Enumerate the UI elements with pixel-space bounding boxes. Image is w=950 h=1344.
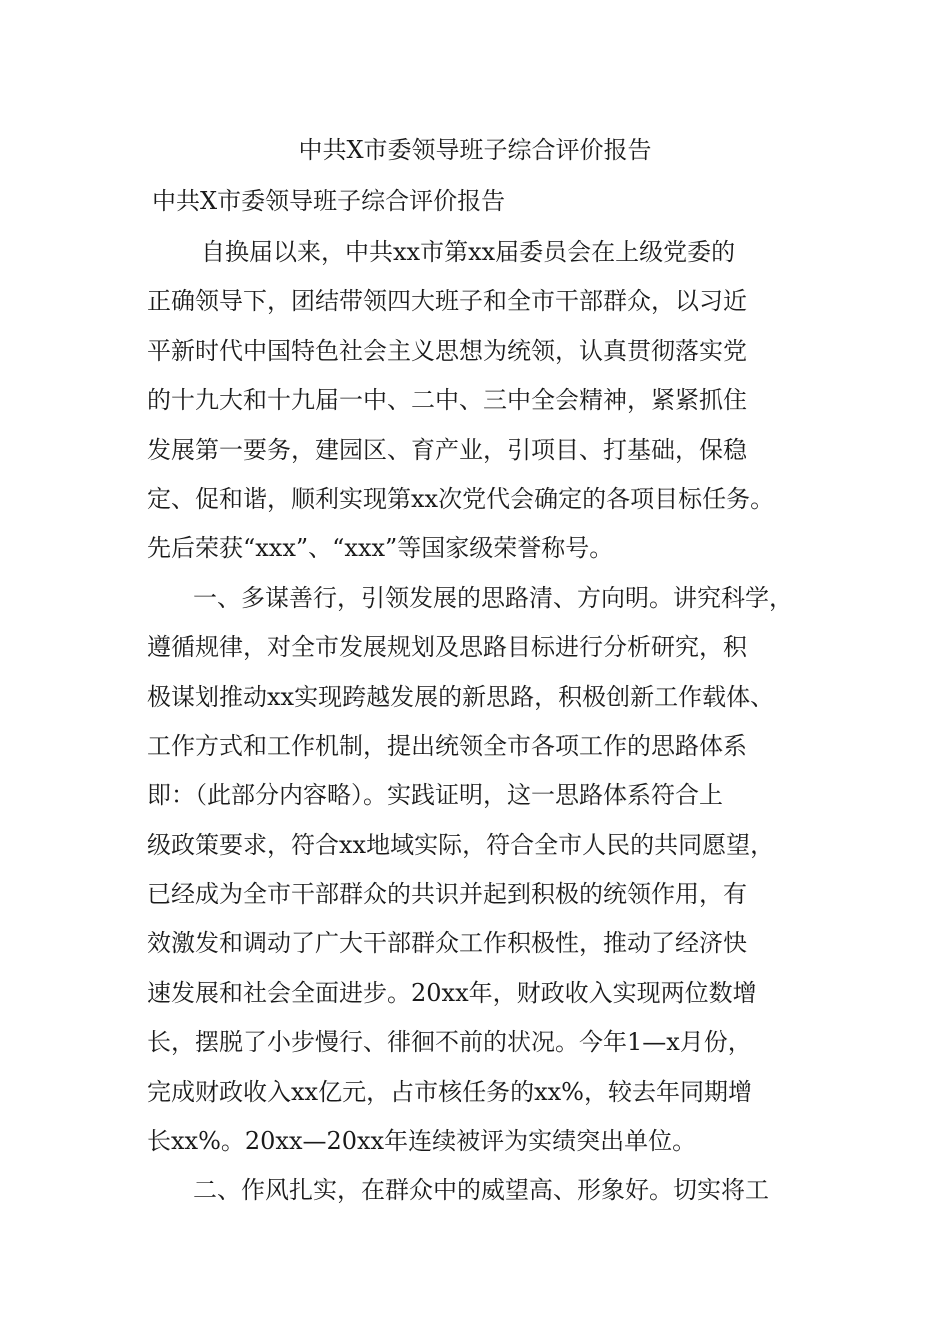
paragraph-line: 速发展和社会全面进步。20xx年，财政收入实现两位数增 bbox=[147, 978, 757, 1007]
paragraph-line: 的十九大和十九届一中、二中、三中全会精神，紧紧抓住 bbox=[147, 386, 747, 415]
paragraph-line: 工作方式和工作机制，提出统领全市各项工作的思路体系 bbox=[147, 731, 747, 760]
paragraph-line: 即：（此部分内容略）。实践证明，这一思路体系符合上 bbox=[147, 781, 723, 810]
paragraph-line: 已经成为全市干部群众的共识并起到积极的统领作用，有 bbox=[147, 880, 747, 909]
paragraph-line: 发展第一要务，建园区、育产业，引项目、打基础，保稳 bbox=[147, 435, 747, 464]
paragraph-line: 平新时代中国特色社会主义思想为统领，认真贯彻落实党 bbox=[147, 336, 747, 365]
paragraph-line: 完成财政收入xx亿元，占市核任务的xx%，较去年同期增 bbox=[147, 1077, 752, 1106]
paragraph-line: 长，摆脱了小步慢行、徘徊不前的状况。今年1—x月份， bbox=[147, 1028, 752, 1057]
paragraph-line: 正确领导下，团结带领四大班子和全市干部群众，以习近 bbox=[147, 287, 747, 316]
paragraph-line: 二、作风扎实，在群众中的威望高、形象好。切实将工 bbox=[193, 1176, 769, 1205]
paragraph-line: 先后荣获“xxx”、“xxx”等国家级荣誉称号。 bbox=[147, 534, 614, 563]
paragraph-line: 遵循规律，对全市发展规划及思路目标进行分析研究，积 bbox=[147, 633, 747, 662]
document-body bbox=[147, 228, 827, 1216]
document-title: 中共X市委领导班子综合评价报告 bbox=[298, 136, 652, 164]
paragraph-line: 极谋划推动xx实现跨越发展的新思路，积极创新工作载体、 bbox=[147, 682, 775, 711]
paragraph-line: 效激发和调动了广大干部群众工作积极性，推动了经济快 bbox=[147, 929, 747, 958]
paragraph-line: 一、多谋善行，引领发展的思路清、方向明。讲究科学， bbox=[193, 583, 793, 612]
paragraph-line: 自换届以来，中共xx市第xx届委员会在上级党委的 bbox=[201, 238, 736, 266]
paragraph-line: 级政策要求，符合xx地域实际，符合全市人民的共同愿望， bbox=[147, 830, 775, 859]
paragraph-line: 定、促和谐，顺利实现第xx次党代会确定的各项目标任务。 bbox=[147, 484, 775, 513]
paragraph-line: 长xx%。20xx—20xx年连续被评为实绩突出单位。 bbox=[147, 1127, 697, 1156]
document-subtitle: 中共X市委领导班子综合评价报告 bbox=[152, 187, 506, 215]
